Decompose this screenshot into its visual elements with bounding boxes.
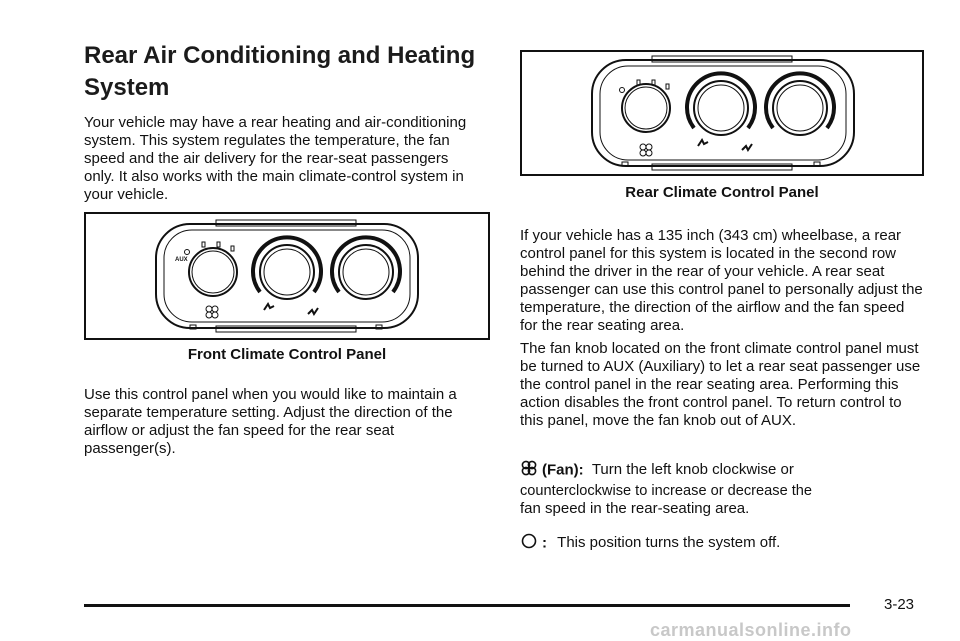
page-title: Rear Air Conditioning and Heating System: [84, 42, 476, 101]
watermark-text: carmanualsonline.info: [650, 620, 852, 640]
off-item-line: [520, 532, 926, 555]
footer-rule: [84, 604, 850, 607]
off-icon: [520, 532, 538, 555]
intro-paragraph: Your vehicle may have a rear heating and air-conditioning system. This system regulates the temperature, the fan speed and the air delivery for the rear-seat passengers only. It also works with the main climate-control system in your vehicle.: [84, 114, 467, 203]
fan-item-line-1: [520, 459, 926, 482]
fan-icon: [640, 144, 652, 156]
wheelbase-paragraph: If your vehicle has a 135 inch (343 cm) wheelbase, a rear control panel for this system is located in the second row behind the driver in the rear of your vehicle. A rear seat passenger can use this control panel to personally adjust the temperature, the direction of the airflow and the fan speed for the rear seating area.: [520, 227, 923, 334]
off-item-label: :: [542, 534, 547, 552]
rear-panel-caption: Rear Climate Control Panel: [625, 184, 819, 201]
fan-item-label: (Fan):: [542, 461, 584, 479]
off-item-text: This position turns the system off.: [557, 534, 781, 552]
fan-item-text-2: counterclockwise to increase or decrease the: [520, 483, 813, 499]
front-panel-usage-paragraph: Use this control panel when you would like to maintain a separate temperature setting. Adjust the direction of the airflow or adjust the fan speed for the rear seat passenger(s).: [84, 386, 457, 457]
aux-label: AUX: [175, 257, 188, 263]
fan-item-text-3: fan speed in the rear-seating area.: [520, 500, 750, 517]
fan-icon: [520, 459, 538, 482]
front-panel-drawing: [86, 214, 488, 338]
airflow-mixed-icon: [742, 144, 752, 150]
page-number: 3-23: [884, 596, 915, 613]
front-climate-control-panel-illustration: [84, 212, 490, 340]
fan-item-text-1: Turn the left knob clockwise or: [591, 461, 794, 479]
aux-paragraph: The fan knob located on the front climate control panel must be turned to AUX (Auxiliary) to let a rear seat passenger use the control panel in the rear seating area. Performing this action disables the front control panel. To return control to this panel, move the fan knob out of AUX.: [520, 340, 921, 429]
airflow-floor-icon: [698, 140, 708, 146]
front-panel-caption: Front Climate Control Panel: [187, 346, 387, 363]
airflow-mixed-icon: [308, 308, 318, 314]
rear-climate-control-panel-illustration: [520, 50, 924, 176]
airflow-floor-icon: [264, 304, 274, 310]
fan-icon: [206, 306, 218, 318]
rear-panel-drawing: [522, 52, 922, 174]
